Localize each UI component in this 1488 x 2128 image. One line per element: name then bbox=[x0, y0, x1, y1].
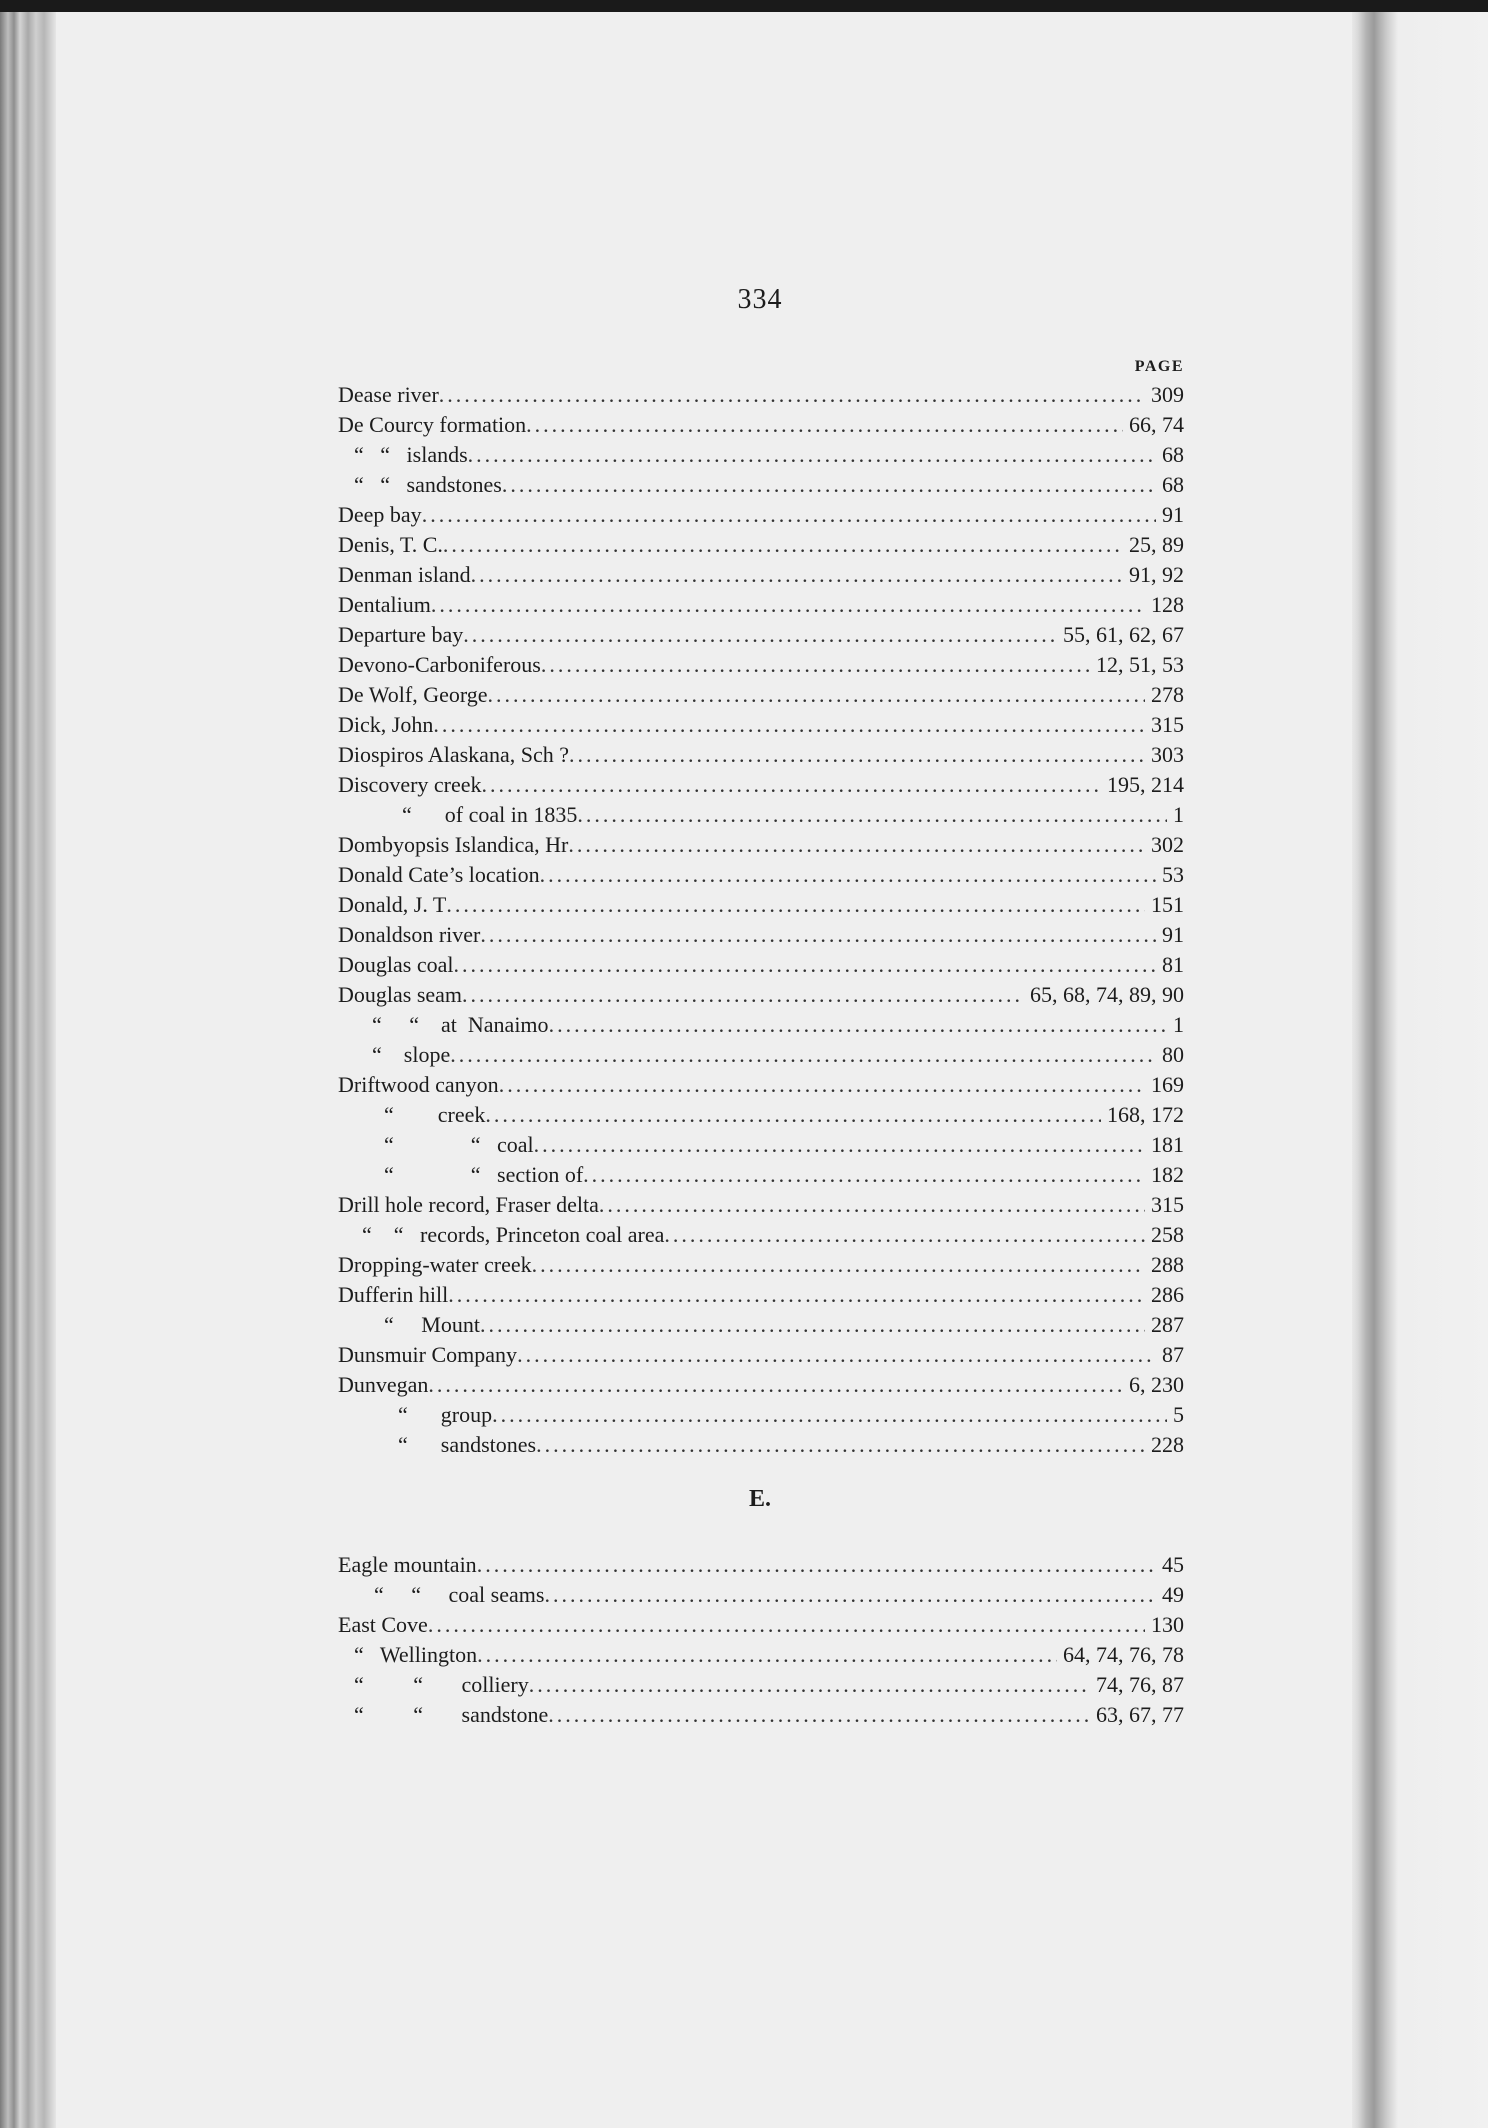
index-entry bbox=[338, 410, 1184, 440]
index-entry-pages: 53 bbox=[1162, 862, 1184, 887]
index-entry bbox=[338, 950, 1184, 980]
index-entry bbox=[338, 1040, 1184, 1070]
index-entry-pages: 74, 76, 87 bbox=[1096, 1672, 1184, 1697]
index-entry bbox=[338, 1010, 1184, 1040]
index-entry-label: Denis, T. C. bbox=[338, 532, 443, 557]
dot-leader bbox=[549, 1010, 1167, 1040]
index-entry-label: Drill hole record, Fraser delta bbox=[338, 1192, 599, 1217]
index-entry-label: “ slope bbox=[372, 1042, 451, 1067]
index-entry-label: Donaldson river bbox=[338, 922, 481, 947]
index-entry bbox=[338, 650, 1184, 680]
index-entry-pages: 68 bbox=[1162, 472, 1184, 497]
dot-leader bbox=[536, 1430, 1145, 1460]
index-entry bbox=[338, 1160, 1184, 1190]
dot-leader bbox=[428, 1370, 1123, 1400]
index-entry bbox=[338, 440, 1184, 470]
index-entry bbox=[338, 1400, 1184, 1430]
index-entry-pages: 5 bbox=[1173, 1402, 1184, 1427]
index-entry-label: “ creek bbox=[384, 1102, 486, 1127]
index-entry-label: Discovery creek bbox=[338, 772, 482, 797]
index-entry bbox=[338, 1250, 1184, 1280]
dot-leader bbox=[569, 740, 1145, 770]
index-entry bbox=[338, 620, 1184, 650]
dot-leader bbox=[439, 380, 1145, 410]
index-entry bbox=[338, 1340, 1184, 1370]
index-entry bbox=[338, 920, 1184, 950]
index-entry bbox=[338, 1100, 1184, 1130]
dot-leader bbox=[526, 410, 1123, 440]
dot-leader bbox=[517, 1340, 1156, 1370]
index-entry-label: Douglas seam bbox=[338, 982, 463, 1007]
index-entry bbox=[338, 380, 1184, 410]
index-entry bbox=[338, 1640, 1184, 1670]
index-entry bbox=[338, 1610, 1184, 1640]
dot-leader bbox=[482, 770, 1101, 800]
dot-leader bbox=[544, 1580, 1156, 1610]
index-entry-pages: 278 bbox=[1151, 682, 1184, 707]
dot-leader bbox=[428, 1610, 1145, 1640]
dot-leader bbox=[583, 1160, 1145, 1190]
index-entry bbox=[338, 1580, 1184, 1610]
index-entry bbox=[338, 980, 1184, 1010]
index-entry-label: Donald, J. T bbox=[338, 892, 447, 917]
index-entry bbox=[338, 800, 1184, 830]
dot-leader bbox=[477, 1640, 1057, 1670]
index-entry-label: “ “ sandstones bbox=[354, 472, 502, 497]
index-entry-label: Denman island bbox=[338, 562, 471, 587]
index-entry-pages: 64, 74, 76, 78 bbox=[1063, 1642, 1184, 1667]
dot-leader bbox=[471, 560, 1123, 590]
index-entry-label: “ “ records, Princeton coal area bbox=[362, 1222, 665, 1247]
index-entry-pages: 91 bbox=[1162, 502, 1184, 527]
dot-leader bbox=[577, 800, 1167, 830]
index-entry-pages: 168, 172 bbox=[1107, 1102, 1184, 1127]
index-entry-pages: 228 bbox=[1151, 1432, 1184, 1457]
index-entry-label: Dick, John bbox=[338, 712, 434, 737]
index-entry-pages: 66, 74 bbox=[1129, 412, 1184, 437]
index-entry-label: Dufferin hill bbox=[338, 1282, 449, 1307]
page-number: 334 bbox=[737, 284, 783, 315]
scan-top-border bbox=[0, 0, 1488, 12]
index-entry-label: East Cove bbox=[338, 1612, 428, 1637]
index-entry-pages: 55, 61, 62, 67 bbox=[1063, 622, 1184, 647]
dot-leader bbox=[488, 680, 1145, 710]
dot-leader bbox=[532, 1250, 1145, 1280]
dot-leader bbox=[540, 860, 1156, 890]
index-entry-pages: 258 bbox=[1151, 1222, 1184, 1247]
index-entry-label: “ “ section of bbox=[384, 1162, 584, 1187]
index-entry-label: Dunvegan bbox=[338, 1372, 429, 1397]
index-entry-pages: 81 bbox=[1162, 952, 1184, 977]
index-entry-label: Dease river bbox=[338, 382, 439, 407]
index-entry-pages: 91, 92 bbox=[1129, 562, 1184, 587]
dot-leader bbox=[502, 470, 1156, 500]
index-entry-pages: 195, 214 bbox=[1107, 772, 1184, 797]
index-entry bbox=[338, 890, 1184, 920]
dot-leader bbox=[480, 920, 1156, 950]
dot-leader bbox=[492, 1400, 1167, 1430]
dot-leader bbox=[433, 710, 1145, 740]
dot-leader bbox=[499, 1070, 1145, 1100]
dot-leader bbox=[431, 590, 1145, 620]
index-entry-pages: 6, 230 bbox=[1129, 1372, 1184, 1397]
index-entry-label: “ Wellington bbox=[354, 1642, 478, 1667]
index-entry-label: Donald Cate’s location bbox=[338, 862, 540, 887]
index-entry-pages: 130 bbox=[1151, 1612, 1184, 1637]
dot-leader bbox=[443, 530, 1123, 560]
dot-leader bbox=[485, 1100, 1101, 1130]
index-entry-label: Dombyopsis Islandica, Hr bbox=[338, 832, 569, 857]
index-entry-pages: 63, 67, 77 bbox=[1096, 1702, 1184, 1727]
index-entry bbox=[338, 560, 1184, 590]
index-entry-label: Deep bay bbox=[338, 502, 422, 527]
index-entry-label: “ “ coal seams bbox=[374, 1582, 545, 1607]
index-entry-pages: 12, 51, 53 bbox=[1096, 652, 1184, 677]
index-entry-pages: 1 bbox=[1173, 802, 1184, 827]
index-entry-label: “ “ colliery bbox=[354, 1672, 529, 1697]
index-section-d bbox=[338, 380, 1184, 1460]
index-entry-pages: 128 bbox=[1151, 592, 1184, 617]
page-column-heading: PAGE bbox=[1134, 358, 1184, 375]
index-entry-pages: 288 bbox=[1151, 1252, 1184, 1277]
index-entry-pages: 169 bbox=[1151, 1072, 1184, 1097]
index-entry bbox=[338, 1700, 1184, 1730]
index-entry-pages: 181 bbox=[1151, 1132, 1184, 1157]
index-entry-pages: 151 bbox=[1151, 892, 1184, 917]
index-entry bbox=[338, 860, 1184, 890]
index-entry-label: De Wolf, George bbox=[338, 682, 488, 707]
dot-leader bbox=[446, 890, 1145, 920]
dot-leader bbox=[599, 1190, 1145, 1220]
index-entry-pages: 315 bbox=[1151, 1192, 1184, 1217]
index-entry bbox=[338, 1430, 1184, 1460]
index-entry-pages: 25, 89 bbox=[1129, 532, 1184, 557]
index-entry bbox=[338, 830, 1184, 860]
index-entry bbox=[338, 470, 1184, 500]
dot-leader bbox=[422, 500, 1156, 530]
index-section-e bbox=[338, 1550, 1184, 1730]
index-entry-pages: 49 bbox=[1162, 1582, 1184, 1607]
index-entry-label: “ sandstones bbox=[398, 1432, 537, 1457]
index-entry bbox=[338, 500, 1184, 530]
dot-leader bbox=[450, 1040, 1156, 1070]
index-entry bbox=[338, 1670, 1184, 1700]
dot-leader bbox=[462, 980, 1024, 1010]
index-entry bbox=[338, 1370, 1184, 1400]
index-entry bbox=[338, 590, 1184, 620]
index-entry bbox=[338, 1190, 1184, 1220]
index-entry bbox=[338, 1220, 1184, 1250]
index-entry-pages: 302 bbox=[1151, 832, 1184, 857]
index-entry-label: “ Mount bbox=[384, 1312, 480, 1337]
index-entry-label: Departure bay bbox=[338, 622, 464, 647]
index-entry-label: Diospiros Alaskana, Sch ? bbox=[338, 742, 569, 767]
index-entry-label: Dunsmuir Company bbox=[338, 1342, 518, 1367]
index-entry bbox=[338, 1310, 1184, 1340]
index-entry bbox=[338, 770, 1184, 800]
index-entry-pages: 286 bbox=[1151, 1282, 1184, 1307]
index-entry bbox=[338, 1280, 1184, 1310]
section-heading-e: E. bbox=[748, 1486, 771, 1512]
index-entry-pages: 182 bbox=[1151, 1162, 1184, 1187]
index-entry-pages: 87 bbox=[1162, 1342, 1184, 1367]
dot-leader bbox=[480, 1310, 1145, 1340]
index-entry-pages: 309 bbox=[1151, 382, 1184, 407]
index-entry-label: De Courcy formation bbox=[338, 412, 527, 437]
dot-leader bbox=[568, 830, 1145, 860]
index-entry bbox=[338, 530, 1184, 560]
dot-leader bbox=[477, 1550, 1156, 1580]
dot-leader bbox=[541, 650, 1090, 680]
page-right-edge bbox=[1352, 12, 1488, 2128]
index-entry-label: “ “ sandstone bbox=[354, 1702, 549, 1727]
index-entry-pages: 287 bbox=[1151, 1312, 1184, 1337]
index-entry-pages: 80 bbox=[1162, 1042, 1184, 1067]
index-entry-label: Dentalium bbox=[338, 592, 431, 617]
index-entry-pages: 68 bbox=[1162, 442, 1184, 467]
index-entry-label: “ “ coal bbox=[384, 1132, 534, 1157]
index-entry-label: “ “ at Nanaimo bbox=[372, 1012, 549, 1037]
dot-leader bbox=[664, 1220, 1145, 1250]
dot-leader bbox=[468, 440, 1156, 470]
index-entry-pages: 65, 68, 74, 89, 90 bbox=[1030, 982, 1184, 1007]
index-entry-label: Douglas coal bbox=[338, 952, 454, 977]
index-entry bbox=[338, 1550, 1184, 1580]
index-entry-label: Devono-Carboniferous bbox=[338, 652, 541, 677]
index-entry-label: “ of coal in 1835 bbox=[402, 802, 578, 827]
index-entry-pages: 315 bbox=[1151, 712, 1184, 737]
index-entry-pages: 91 bbox=[1162, 922, 1184, 947]
index-entry-pages: 45 bbox=[1162, 1552, 1184, 1577]
index-entry-pages: 1 bbox=[1173, 1012, 1184, 1037]
index-entry bbox=[338, 740, 1184, 770]
dot-leader bbox=[548, 1700, 1090, 1730]
dot-leader bbox=[448, 1280, 1145, 1310]
dot-leader bbox=[453, 950, 1156, 980]
dot-leader bbox=[463, 620, 1057, 650]
index-entry-label: Dropping-water creek bbox=[338, 1252, 532, 1277]
index-entry bbox=[338, 710, 1184, 740]
dot-leader bbox=[534, 1130, 1145, 1160]
index-entry-label: “ “ islands bbox=[354, 442, 468, 467]
dot-leader bbox=[529, 1670, 1090, 1700]
index-entry bbox=[338, 1130, 1184, 1160]
index-entry bbox=[338, 680, 1184, 710]
index-entry-label: Eagle mountain bbox=[338, 1552, 477, 1577]
index-entry-label: Driftwood canyon bbox=[338, 1072, 499, 1097]
book-spine-edge bbox=[0, 12, 56, 2128]
index-entry-pages: 303 bbox=[1151, 742, 1184, 767]
index-entry-label: “ group bbox=[398, 1402, 493, 1427]
index-entry bbox=[338, 1070, 1184, 1100]
